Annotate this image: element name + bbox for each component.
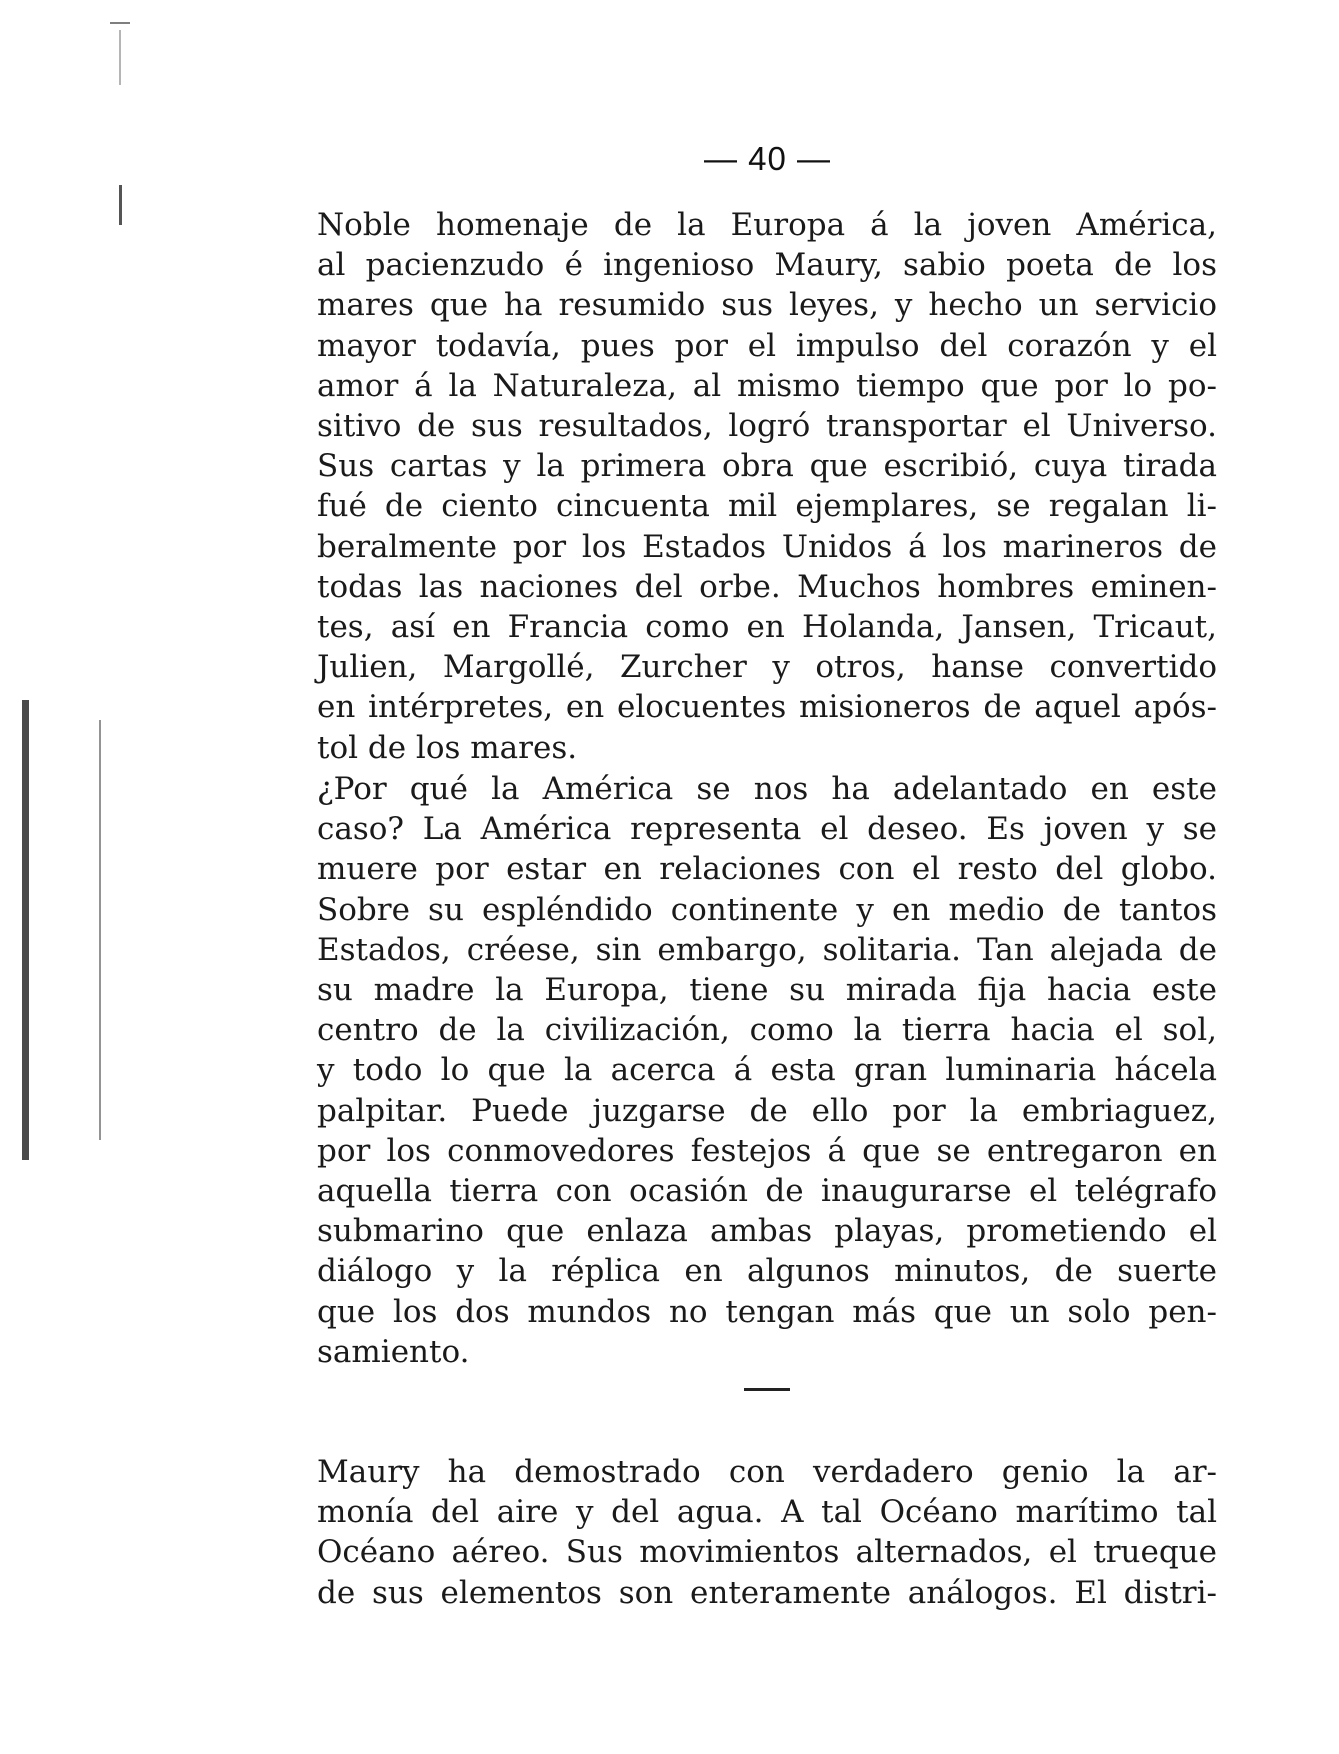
text-line: sitivo de sus resultados, logró transportar el Universo. [317, 408, 1217, 445]
paragraph-2 [317, 769, 1217, 1372]
margin-mark [119, 185, 122, 225]
text-line: monía del aire y del agua. A tal Océano marítimo tal [317, 1494, 1217, 1531]
binding-shadow-faint [99, 720, 101, 1140]
text-line: Sus cartas y la primera obra que escribió, cuya tirada [317, 448, 1217, 485]
section-divider [744, 1388, 790, 1391]
text-line: su madre la Europa, tiene su mirada fija hacia este [317, 972, 1217, 1009]
text-line: samiento. [317, 1333, 470, 1370]
text-line: Julien, Margollé, Zurcher y otros, hanse convertido [317, 649, 1217, 686]
page-number: — 40 — [703, 140, 832, 177]
text-line: centro de la civilización, como la tierra hacia el sol, [317, 1012, 1217, 1049]
corner-mark [110, 22, 130, 24]
text-line: Noble homenaje de la Europa á la joven América, [317, 207, 1217, 243]
text-line: fué de ciento cincuenta mil ejemplares, se regalan li- [317, 488, 1217, 525]
text-line: muere por estar en relaciones con el resto del globo. [317, 851, 1217, 888]
text-line: diálogo y la réplica en algunos minutos, de suerte [317, 1253, 1217, 1290]
text-line: al pacienzudo é ingenioso Maury, sabio poeta de los [317, 247, 1217, 284]
text-line: tes, así en Francia como en Holanda, Jansen, Tricaut, [317, 609, 1217, 646]
text-line: amor á la Naturaleza, al mismo tiempo que por lo po- [317, 367, 1217, 404]
text-line: caso? La América representa el deseo. Es joven y se [317, 811, 1217, 848]
paragraph-3 [317, 1452, 1217, 1613]
binding-shadow [22, 700, 29, 1160]
text-line: tol de los mares. [317, 729, 578, 766]
text-line: todas las naciones del orbe. Muchos hombres eminen- [317, 568, 1217, 605]
text-line: Sobre su espléndido continente y en medio de tantos [317, 891, 1217, 928]
text-line: mayor todavía, pues por el impulso del corazón y el [317, 327, 1217, 364]
text-line: Estados, créese, sin embargo, solitaria. Tan alejada de [317, 931, 1217, 968]
text-line: en intérpretes, en elocuentes misioneros de aquel após- [317, 689, 1217, 726]
text-line: y todo lo que la acerca á esta gran luminaria hácela [317, 1052, 1217, 1089]
text-line: por los conmovedores festejos á que se entregaron en [317, 1132, 1217, 1169]
paragraph-1 [317, 205, 1217, 768]
text-line: mares que ha resumido sus leyes, y hecho un servicio [317, 287, 1217, 324]
text-line: Maury ha demostrado con verdadero genio la ar- [317, 1454, 1217, 1490]
text-line: Océano aéreo. Sus movimientos alternados, el trueque [317, 1534, 1217, 1571]
text-line: submarino que enlaza ambas playas, prometiendo el [317, 1213, 1217, 1250]
text-line: palpitar. Puede juzgarse de ello por la embriaguez, [317, 1092, 1217, 1129]
corner-mark-vertical [119, 30, 121, 85]
text-line: aquella tierra con ocasión de inaugurarse el telégrafo [317, 1173, 1217, 1210]
text-line: ¿Por qué la América se nos ha adelantado en este [317, 771, 1217, 807]
text-line: de sus elementos son enteramente análogos. El distri- [317, 1574, 1217, 1611]
text-line: que los dos mundos no tengan más que un solo pen- [317, 1293, 1217, 1330]
text-line: beralmente por los Estados Unidos á los marineros de [317, 528, 1217, 565]
